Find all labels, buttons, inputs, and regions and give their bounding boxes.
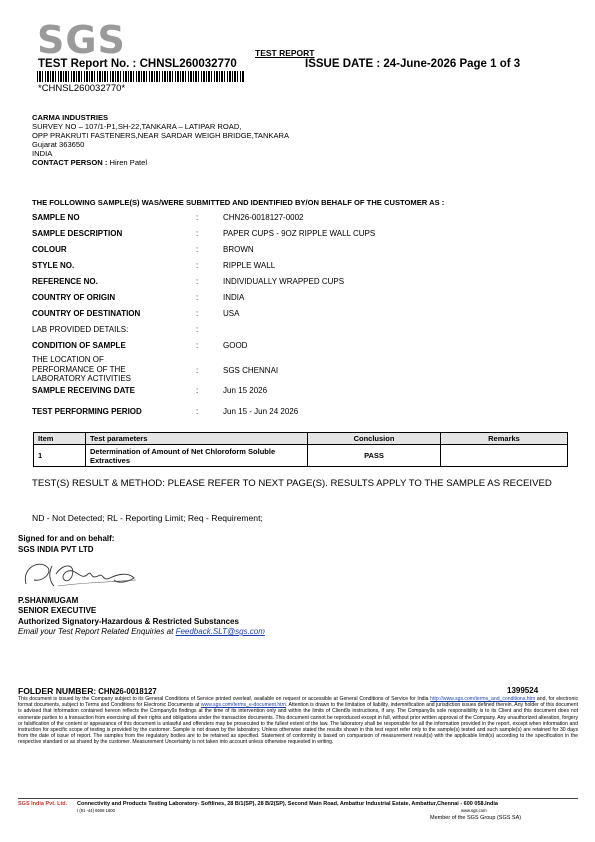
sample-label: LAB PROVIDED DETAILS:: [32, 325, 129, 334]
disclaimer-text: [18, 696, 578, 746]
signatory-name: P.SHANMUGAM: [18, 596, 79, 605]
column-header: Conclusion: [308, 433, 441, 445]
sample-label: COUNTRY OF DESTINATION: [32, 309, 141, 318]
sample-label: SAMPLE RECEIVING DATE: [32, 386, 135, 395]
remarks-cell: [441, 445, 568, 467]
footer-divider: [18, 798, 578, 799]
barcode-icon: [37, 71, 245, 82]
item-cell: 1: [34, 445, 86, 467]
website-link[interactable]: www.sgs.com: [461, 808, 487, 813]
sample-value: RIPPLE WALL: [223, 261, 276, 270]
signing-company: SGS INDIA PVT LTD: [18, 545, 94, 554]
sample-value: PAPER CUPS - 9OZ RIPPLE WALL CUPS: [223, 229, 376, 238]
folder-value: : CHN26-0018127: [93, 687, 157, 696]
colon: :: [196, 325, 199, 334]
sample-value: Jun 15 2026: [223, 386, 268, 395]
feedback-email-link[interactable]: Feedback.SLT@sgs.com: [175, 627, 265, 636]
sample-label: THE LOCATION OF PERFORMANCE OF THE LABORATORY ACTIVITIES: [32, 355, 131, 383]
sample-label: COUNTRY OF ORIGIN: [32, 293, 116, 302]
submitted-heading: THE FOLLOWING SAMPLE(S) WAS/WERE SUBMITTED AND IDENTIFIED BY/ON BEHALF OF THE CUSTOMER AS :: [32, 198, 445, 207]
issue-date: ISSUE DATE : 24-June-2026 Page 1 of 3: [305, 58, 521, 70]
email-line: [18, 627, 265, 636]
sample-value: Jun 15 - Jun 24 2026: [223, 407, 299, 416]
results-table: [33, 432, 568, 467]
sgs-logo: SGS: [37, 18, 126, 62]
lab-phone: t (91 -44) 6608 1600: [77, 808, 115, 813]
barcode-text: *CHNSL260032770*: [38, 83, 126, 94]
address-line: SURVEY NO – 107/1-P1,SH-22,TANKARA – LATIPAR ROAD,: [32, 122, 242, 131]
sample-label: SAMPLE DESCRIPTION: [32, 229, 123, 238]
e-document-terms-link[interactable]: www.sgs.com/terms_e-document.htm: [200, 702, 286, 709]
report-heading: TEST REPORT: [255, 48, 315, 58]
colon: :: [196, 245, 199, 254]
contact-label: CONTACT PERSON :: [32, 158, 108, 167]
conclusion-cell: PASS: [308, 445, 441, 467]
column-header: Item: [34, 433, 86, 445]
disclaimer-part: . Attention is drawn to the limitation of liability, indemnification and jurisdiction issues defined therein. Any holder of this document is advised that information contained hereon reflects the Company9s findings at the time of its intervention only and within the limits of Client9s instructions, if any. The Company9s sole responsibility is to its Client and this document does not exonerate parties to a transaction from exercising all their rights and obligations under the transaction documents. This document cannot be reproduced except in full, without prior written approval of the Company. Any unauthorized alteration, forgery or falsification of the content or appearance of this document is unlawful and offenders may be prosecuted to the fullest extent of the law. The laboratory shall be responsible for all the information provided in the report, except when information and instruction for specific scope of testing is provided by the customer. Sample is not drawn by the laboratory. Unless otherwise stated the results shown in this test report refer only to the sample(s) tested and such sample(s) are retained for 30 days from the date of issue of report. The samples from the regulatory bodies are to be retained as specified. Statement of conformity is based on comparison of measurement result(s) with the applicable limit(s) according to the specification in the respective standard or as shared by the customer. Measurement Uncertainty is not taken into account unless otherwise requested in writing.: [18, 702, 578, 746]
terms-link[interactable]: http://www.sgs.com/terms_and_conditions.htm: [430, 696, 536, 702]
sample-label: REFERENCE NO.: [32, 277, 98, 286]
sample-value: CHN26-0018127-0002: [223, 213, 304, 222]
table-header-row: [34, 433, 568, 445]
sample-value: INDIA: [223, 293, 245, 302]
sample-label: COLOUR: [32, 245, 67, 254]
sample-label: CONDITION OF SAMPLE: [32, 341, 126, 350]
folder-code: 1399524: [507, 686, 539, 695]
parameter-cell: Determination of Amount of Net Chloroform Soluble Extractives: [86, 445, 308, 467]
colon: :: [196, 277, 199, 286]
colon: :: [196, 261, 199, 270]
colon: :: [196, 213, 199, 222]
table-row: [34, 445, 568, 467]
address-line: OPP PRAKRUTI FASTENERS,NEAR SARDAR WEIGH BRIDGE,TANKARA: [32, 131, 290, 140]
address-line: Gujarat 363650: [32, 140, 85, 149]
sample-value: BROWN: [223, 245, 254, 254]
email-prefix: Email your Test Report Related Enquiries at: [18, 627, 176, 636]
sample-value: USA: [223, 309, 240, 318]
signature-image: [18, 556, 148, 594]
sample-label: SAMPLE NO: [32, 213, 80, 222]
colon: :: [196, 407, 199, 416]
colon: :: [196, 309, 199, 318]
column-header: Test parameters: [86, 433, 308, 445]
sample-value: SGS CHENNAI: [223, 366, 279, 375]
signatory-title: SENIOR EXECUTIVE: [18, 606, 97, 615]
sample-label: TEST PERFORMING PERIOD: [32, 407, 142, 416]
contact-name: Hiren Patel: [109, 158, 148, 167]
disclaimer-part: and, for electronic format documents, subject to Terms and Conditions for Electronic Documents at: [18, 696, 578, 709]
abbreviation-note: ND - Not Detected; RL - Reporting Limit; Req - Requirement;: [32, 513, 263, 523]
colon: :: [196, 386, 199, 395]
lab-address: Connectivity and Products Testing Laboratory- Softlines, 28 B/1(SP), 28 B/2(SP), Second Main Road, Ambattur Industrial Estate, Ambattur,Chennai - 600 058.India: [77, 801, 498, 807]
folder-number: [18, 686, 157, 696]
contact-person: [32, 158, 147, 167]
column-header: Remarks: [441, 433, 568, 445]
sample-value: GOOD: [223, 341, 248, 350]
signed-for: Signed for and on behalf:: [18, 534, 115, 543]
disclaimer-part: This document is issued by the Company subject to its General Conditions of Service printed overleaf, available on request or accessible at General Conditions of Service for India: [18, 696, 431, 702]
report-number: TEST Report No. : CHNSL260032770: [38, 58, 237, 70]
test-result-note: TEST(S) RESULT & METHOD: PLEASE REFER TO NEXT PAGE(S). RESULTS APPLY TO THE SAMPLE AS RECEIVED: [32, 478, 552, 489]
company-entity: SGS India Pvt. Ltd.: [18, 801, 68, 807]
group-membership: Member of the SGS Group (SGS SA): [430, 815, 522, 821]
sample-value: INDIVIDUALLY WRAPPED CUPS: [223, 277, 345, 286]
colon: :: [196, 293, 199, 302]
colon: :: [196, 366, 199, 375]
signatory-authority: Authorized Signatory-Hazardous & Restricted Substances: [18, 617, 239, 626]
folder-label: FOLDER NUMBER: [18, 686, 94, 696]
sample-label: STYLE NO.: [32, 261, 75, 270]
colon: :: [196, 341, 199, 350]
customer-name: CARMA INDUSTRIES: [32, 113, 109, 122]
colon: :: [196, 229, 199, 238]
address-line: INDIA: [32, 149, 53, 158]
